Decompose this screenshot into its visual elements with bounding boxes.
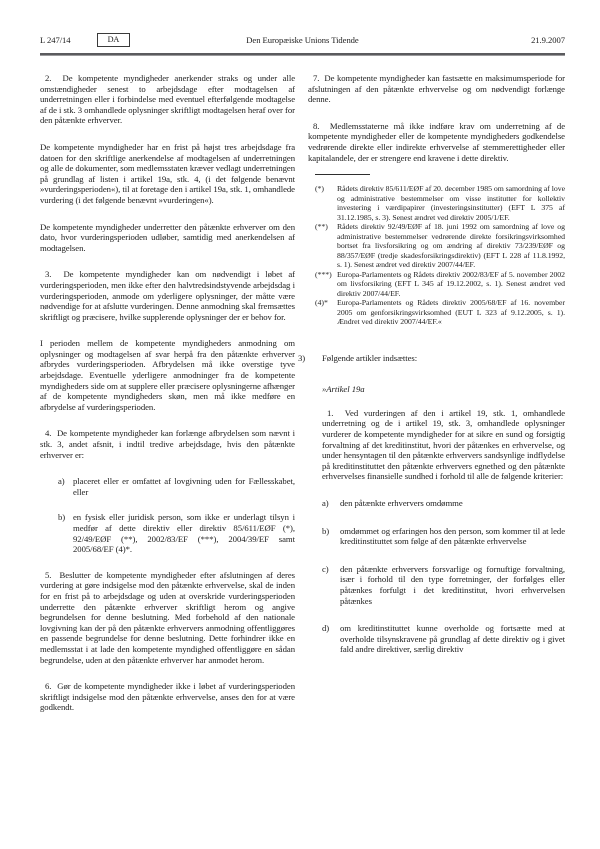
item-text: Følgende artikler indsættes: (322, 352, 418, 363)
list-item (322, 498, 565, 509)
paragraph: 5. Beslutter de kompetente myndigheder efter afslutningen af deres vurdering at gøre indsigelse mod den påtænkte erhvervelse, skal de inden for en frist på to arbejdsdage og uden at overskride vurderingsperioden underrette den påtænkte erhverver skriftligt herom og angive begrundelsen for denne beslutning. Med forbehold af den nationale lovgivning kan der på den påtænkte erhververs anmodning offentliggøres en passende begrundelse for denne beslutning. Dette forhindrer ikke en medlemsstat i at lade den kompetente myndighed offentliggøre en sådan begrundelse, uden at den påtænkte erhverver har anmodet herom. (40, 569, 295, 665)
item-marker: a) (322, 498, 329, 508)
item-marker: (*) (315, 184, 324, 194)
paragraph: 2. De kompetente myndigheder anerkender straks og under alle omstændigheder senest to arbejdsdage efter modtagelsen af underretningen eller i forbindelse med eventuel efterfølgende modtagelse af de i stk. 3 omhandlede oplysninger skriftligt modtagelsen heraf over for den påtænkte erhverver. (40, 73, 295, 126)
right-column (298, 73, 565, 729)
page-header (40, 33, 565, 47)
item-text: Rådets direktiv 85/611/EØF af 20. december 1985 om samordning af love og administrative bestemmelser om visse institutter for kollektiv investering i værdipapirer (investeringsinstitutter) (EFT L 375 af 31.12.1985, s. 3). Senest ændret ved direktiv 2005/1/EF. (337, 184, 565, 222)
header-rule (40, 53, 565, 56)
item-text: en fysisk eller juridisk person, som ikke er underlagt tilsyn i medfør af dette direktiv eller direktiv 85/611/EØF (*), 92/49/EØF (**), 2002/83/EF (***), 2004/39/EF samt 2005/68/EF (4)*. (73, 512, 295, 555)
item-text: Rådets direktiv 92/49/EØF af 18. juni 1992 om samordning af love og administrative bestemmelser vedrørende direkte forsikringsvirksomhed bortset fra livsforsikring og om ændring af direktiv 73/239/EØF og 88/357/EØF (tredje skadesforsikringsdirektiv) (EFT L 228 af 11.8.1992, s. 1). Senest ændret ved direktiv 2007/44/EF. (337, 222, 565, 270)
paragraph: I perioden mellem de kompetente myndigheders anmodning om oplysninger og modtagelsen af svar herpå fra den påtænkte erhverver afbrydes vurderingsperioden. Afbrydelsen må ikke overstige tyve arbejdsdage. Eventuelle yderligere anmodninger fra de kompetente myndigheders side om at supplere eller præcisere oplysningerne afhænger af de kompetente myndigheders skøn, men må ikke medføre en afbrydelse af vurderingsperioden. (40, 338, 295, 412)
paragraph: 4. De kompetente myndigheder kan forlænge afbrydelsen som nævnt i stk. 3, andet afsnit, i indtil tredive arbejdsdage, hvis den påtænkte erhverver er: (40, 428, 295, 460)
left-column (40, 73, 295, 729)
item-text: omdømmet og erfaringen hos den person, som kommer til at lede kreditinstituttet som følge af den påtænkte erhvervelse (340, 525, 565, 547)
item-marker: b) (322, 525, 330, 536)
footnote (315, 222, 565, 270)
paragraph: 6. Gør de kompetente myndigheder ikke i løbet af vurderingsperioden skriftligt indsigelse mod den påtænkte erhvervelse, anses den for at være godkendt. (40, 681, 295, 713)
two-column-body (40, 73, 565, 729)
item-marker: c) (322, 563, 329, 574)
paragraph: 1. Ved vurderingen af den i artikel 19, stk. 1, omhandlede underretning og de i artikel 19, stk. 3, omhandlede oplysninger vurderer de kompetente myndigheder for at sikre en sund og forsigtig forvaltning af det kreditinstitut, hvori der påtænkes en erhvervelse, og under hensyntagen til den påtænkte erhververs sandsynlige indflydelse på kreditinstituttet den påtænkte erhververs egnethed og den påtænkte erhvervelses finansielle sundhed i forhold til alle de følgende kriterier: (322, 407, 565, 482)
item-marker: (***) (315, 269, 332, 279)
footnote-separator (315, 174, 370, 175)
article-heading: »Artikel 19a (322, 384, 365, 395)
item-marker: b) (58, 512, 66, 523)
paragraph: 7. De kompetente myndigheder kan fastsætte en maksimumsperiode for afslutningen af den påtænkte erhvervelse og om nødvendigt forlænge denne. (308, 73, 565, 105)
amendment-item (298, 353, 565, 364)
page-number: L 247/14 (40, 35, 71, 45)
item-marker: d) (322, 623, 330, 634)
paragraph: 3. De kompetente myndigheder kan om nødvendigt i løbet af vurderingsperioden, men ikke efter den halvtredsindstyvende arbejdsdag i vurderingsperioden, anmode om yderligere oplysninger, der måtte være nødvendige for at afslutte vurderingen. Denne anmodning skal fremsættes skriftligt og præcisere, hvilke supplerende oplysninger der er behov for. (40, 269, 295, 322)
item-marker: a) (58, 476, 65, 487)
item-text: Europa-Parlamentets og Rådets direktiv 2005/68/EF af 16. november 2005 om genforsikringsvirksomhed (EUT L 323 af 9.12.2005, s. 1). Ændret ved direktiv 2007/44/EF.« (337, 298, 565, 327)
item-text: den påtænkte erhververs omdømme (340, 498, 463, 508)
header-left (40, 33, 190, 47)
item-marker: (4)* (315, 298, 328, 308)
list-item (322, 526, 565, 547)
footnote (315, 184, 565, 222)
item-text: om kreditinstituttet kunne overholde og fortsætte med at overholde tilsynskravene på grundlag af dette direktiv og i givet fald andre direktiver, særlig direktiv (340, 623, 565, 655)
list-item (40, 512, 295, 554)
footnote (315, 298, 565, 327)
list-item (40, 476, 295, 497)
item-text: placeret eller er omfattet af lovgivning uden for Fællesskabet, eller (73, 476, 295, 497)
language-badge: DA (97, 33, 131, 47)
list-item (322, 564, 565, 606)
paragraph: De kompetente myndigheder underretter den påtænkte erhverver om den dato, hvor vurderingsperioden udløber, samtidig med anerkendelsen af modtagelsen. (40, 221, 295, 253)
paragraph: De kompetente myndigheder har en frist på højst tres arbejdsdage fra datoen for den skriftlige anerkendelse af modtagelsen af underretningen og alle de dokumenter, som medlemsstaten kræver vedlagt underretningen på grundlag af listen i artikel 19a, stk. 4, (i det følgende benævnt »vurderingsperioden«), til at foretage den i artikel 19a, stk. 1, omhandlede vurdering (i det følgende benævnt »vurderingen«). (40, 141, 296, 205)
item-text: Europa-Parlamentets og Rådets direktiv 2002/83/EF af 5. november 2002 om livsforsikring (EFT L 345 af 19.12.2002, s. 1). Senest ændret ved direktiv 2007/44/EF. (337, 269, 565, 298)
item-text: den påtænkte erhververs forsvarlige og fornuftige forvaltning, især i forhold til den type forretninger, der forfølges eller påtænkes forfulgt i det kreditinstitut, hvori erhvervelsen påtænkes (340, 563, 565, 606)
paragraph: 8. Medlemsstaterne må ikke indføre krav om underretning af de kompetente myndigheder eller de kompetente myndigheders godkendelse vedrørende direkte eller indirekte erhvervelse af stemmerettigheder eller kapitalandele, der er strengere end kravene i dette direktiv. (308, 120, 565, 163)
list-item (322, 623, 565, 655)
footnote (315, 270, 565, 299)
journal-title: Den Europæiske Unions Tidende (246, 35, 359, 45)
item-marker: 3) (298, 352, 306, 363)
issue-date: 21.9.2007 (531, 35, 565, 45)
item-marker: (**) (315, 222, 328, 232)
